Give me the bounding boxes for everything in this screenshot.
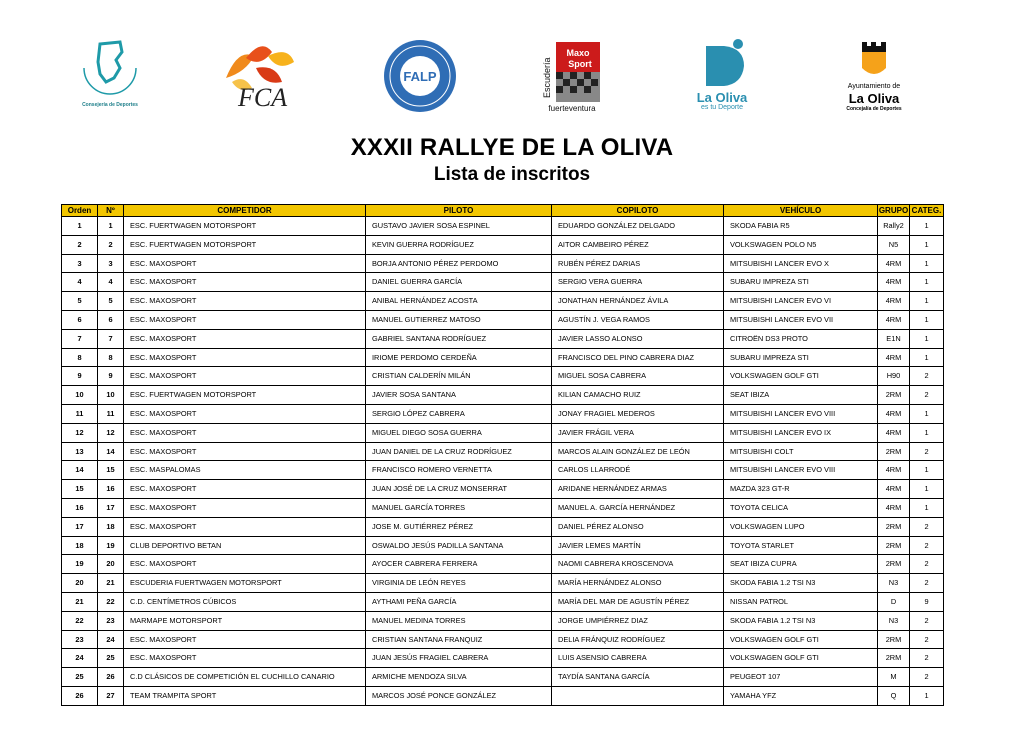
table-row	[62, 235, 944, 254]
cell-orden: 17	[62, 517, 98, 536]
cell-numero: 19	[98, 536, 124, 555]
cell-piloto: JAVIER SOSA SANTANA	[366, 386, 552, 405]
ayuntamiento-logo	[836, 38, 912, 118]
cell-copiloto: LUIS ASENSIO CABRERA	[552, 649, 724, 668]
cell-grupo: 4RM	[878, 292, 910, 311]
cell-piloto: BORJA ANTONIO PÉREZ PERDOMO	[366, 254, 552, 273]
cell-grupo: 2RM	[878, 442, 910, 461]
cell-categoria: 2	[910, 574, 944, 593]
cell-grupo: 4RM	[878, 461, 910, 480]
cell-numero: 18	[98, 517, 124, 536]
cell-categoria: 1	[910, 348, 944, 367]
ayuntamiento-line2: La Oliva	[848, 91, 900, 106]
cell-copiloto: AGUSTÍN J. VEGA RAMOS	[552, 310, 724, 329]
table-row	[62, 367, 944, 386]
cell-numero: 3	[98, 254, 124, 273]
cell-grupo: N3	[878, 611, 910, 630]
la-oliva-deporte-title: La Oliva	[696, 90, 748, 105]
cell-numero: 27	[98, 686, 124, 705]
cell-grupo: 4RM	[878, 254, 910, 273]
cell-numero: 1	[98, 217, 124, 236]
table-row	[62, 686, 944, 705]
cell-copiloto: JAVIER FRÁGIL VERA	[552, 423, 724, 442]
table-row	[62, 254, 944, 273]
table-row	[62, 461, 944, 480]
falp-gear-icon	[382, 38, 458, 114]
cabildo-emblem-icon	[70, 38, 150, 102]
table-row	[62, 649, 944, 668]
cell-piloto: MANUEL GARCÍA TORRES	[366, 498, 552, 517]
fca-logo	[216, 38, 298, 118]
cell-vehiculo: SEAT IBIZA	[724, 386, 878, 405]
cell-copiloto: DANIEL PÉREZ ALONSO	[552, 517, 724, 536]
cell-grupo: H90	[878, 367, 910, 386]
page-title: XXXII RALLYE DE LA OLIVA	[350, 134, 674, 161]
maxosport-caption: fuerteventura	[548, 104, 596, 113]
cell-vehiculo: YAMAHA YFZ	[724, 686, 878, 705]
cell-orden: 16	[62, 498, 98, 517]
cell-piloto: DANIEL GUERRA GARCÍA	[366, 273, 552, 292]
col-header-piloto: PILOTO	[366, 205, 552, 217]
table-row	[62, 273, 944, 292]
cell-numero: 8	[98, 348, 124, 367]
cell-orden: 1	[62, 217, 98, 236]
cell-competidor: ESC. MAXOSPORT	[124, 273, 366, 292]
cell-numero: 9	[98, 367, 124, 386]
col-header-competidor: COMPETIDOR	[124, 205, 366, 217]
table-row	[62, 442, 944, 461]
cell-copiloto: MARÍA DEL MAR DE AGUSTÍN PÉREZ	[552, 592, 724, 611]
cell-copiloto: MIGUEL SOSA CABRERA	[552, 367, 724, 386]
cell-orden: 24	[62, 649, 98, 668]
cell-numero: 12	[98, 423, 124, 442]
cell-copiloto: JONAY FRAGIEL MEDEROS	[552, 404, 724, 423]
cell-numero: 6	[98, 310, 124, 329]
fca-leaves-icon	[216, 38, 298, 118]
cell-numero: 24	[98, 630, 124, 649]
cell-piloto: FRANCISCO ROMERO VERNETTA	[366, 461, 552, 480]
cell-grupo: 4RM	[878, 423, 910, 442]
cell-piloto: AYOCER CABRERA FERRERA	[366, 555, 552, 574]
cell-competidor: ESC. MAXOSPORT	[124, 517, 366, 536]
cell-competidor: ESC. MAXOSPORT	[124, 329, 366, 348]
cell-orden: 7	[62, 329, 98, 348]
cell-competidor: ESC. MAXOSPORT	[124, 498, 366, 517]
cell-orden: 18	[62, 536, 98, 555]
cell-vehiculo: MAZDA 323 GT-R	[724, 480, 878, 499]
cell-numero: 7	[98, 329, 124, 348]
cell-numero: 22	[98, 592, 124, 611]
cell-grupo: 4RM	[878, 480, 910, 499]
cell-numero: 15	[98, 461, 124, 480]
cell-competidor: ESC. MAXOSPORT	[124, 442, 366, 461]
cell-copiloto: JONATHAN HERNÁNDEZ ÁVILA	[552, 292, 724, 311]
table-row	[62, 423, 944, 442]
cell-categoria: 1	[910, 292, 944, 311]
svg-text:Maxo: Maxo	[566, 48, 590, 58]
cell-copiloto: EDUARDO GONZÁLEZ DELGADO	[552, 217, 724, 236]
cell-numero: 5	[98, 292, 124, 311]
cell-vehiculo: SUBARU IMPREZA STI	[724, 348, 878, 367]
cell-categoria: 1	[910, 404, 944, 423]
cell-competidor: ESC. FUERTWAGEN MOTORSPORT	[124, 217, 366, 236]
cell-categoria: 2	[910, 442, 944, 461]
cell-copiloto: TAYDÍA SANTANA GARCÍA	[552, 668, 724, 687]
cell-categoria: 2	[910, 555, 944, 574]
table-row	[62, 592, 944, 611]
cell-vehiculo: MITSUBISHI LANCER EVO VIII	[724, 404, 878, 423]
cell-competidor: C.D. CENTÍMETROS CÚBICOS	[124, 592, 366, 611]
cell-competidor: ESCUDERIA FUERTWAGEN MOTORSPORT	[124, 574, 366, 593]
cell-orden: 2	[62, 235, 98, 254]
cell-competidor: MARMAPE MOTORSPORT	[124, 611, 366, 630]
cell-piloto: MANUEL GUTIERREZ MATOSO	[366, 310, 552, 329]
cell-numero: 10	[98, 386, 124, 405]
cell-numero: 16	[98, 480, 124, 499]
cell-competidor: C.D CLÁSICOS DE COMPETICIÓN EL CUCHILLO CANARIO	[124, 668, 366, 687]
cell-categoria: 9	[910, 592, 944, 611]
cell-piloto: IRIOME PERDOMO CERDEÑA	[366, 348, 552, 367]
cell-competidor: ESC. MAXOSPORT	[124, 480, 366, 499]
table-row	[62, 386, 944, 405]
table-row	[62, 348, 944, 367]
castle-shield-icon	[836, 38, 912, 82]
svg-text:FALP: FALP	[403, 69, 437, 84]
cell-vehiculo: SKODA FABIA 1.2 TSI N3	[724, 611, 878, 630]
svg-text:FCA: FCA	[238, 83, 288, 112]
cell-competidor: ESC. MAXOSPORT	[124, 254, 366, 273]
maxosport-logo	[540, 38, 604, 118]
cell-numero: 26	[98, 668, 124, 687]
cell-orden: 11	[62, 404, 98, 423]
col-header-orden: Orden	[62, 205, 98, 217]
cell-copiloto: JAVIER LASSO ALONSO	[552, 329, 724, 348]
cell-vehiculo: SUBARU IMPREZA STI	[724, 273, 878, 292]
cell-categoria: 2	[910, 367, 944, 386]
cell-piloto: VIRGINIA DE LEÓN REYES	[366, 574, 552, 593]
cell-grupo: 2RM	[878, 386, 910, 405]
table-row	[62, 536, 944, 555]
cell-numero: 25	[98, 649, 124, 668]
cell-vehiculo: TOYOTA STARLET	[724, 536, 878, 555]
table-row	[62, 329, 944, 348]
cell-piloto: MARCOS JOSÉ PONCE GONZÁLEZ	[366, 686, 552, 705]
cell-copiloto: FRANCISCO DEL PINO CABRERA DIAZ	[552, 348, 724, 367]
logos-bar	[0, 38, 1024, 118]
cell-grupo: N3	[878, 574, 910, 593]
cabildo-logo	[70, 38, 150, 118]
cell-competidor: ESC. MAXOSPORT	[124, 649, 366, 668]
cell-copiloto: AITOR CAMBEIRO PÉREZ	[552, 235, 724, 254]
cell-categoria: 1	[910, 480, 944, 499]
cell-copiloto: SERGIO VERA GUERRA	[552, 273, 724, 292]
cell-vehiculo: MITSUBISHI LANCER EVO IX	[724, 423, 878, 442]
cell-grupo: 2RM	[878, 649, 910, 668]
table-row	[62, 611, 944, 630]
cell-categoria: 1	[910, 686, 944, 705]
cell-piloto: ANIBAL HERNÁNDEZ ACOSTA	[366, 292, 552, 311]
cell-orden: 9	[62, 367, 98, 386]
table-row	[62, 292, 944, 311]
cell-piloto: ARMICHE MENDOZA SILVA	[366, 668, 552, 687]
cell-orden: 15	[62, 480, 98, 499]
cell-orden: 22	[62, 611, 98, 630]
cell-categoria: 2	[910, 668, 944, 687]
cell-orden: 13	[62, 442, 98, 461]
cell-grupo: 4RM	[878, 498, 910, 517]
cell-piloto: MANUEL MEDINA TORRES	[366, 611, 552, 630]
cell-numero: 21	[98, 574, 124, 593]
cell-piloto: AYTHAMI PEÑA GARCÍA	[366, 592, 552, 611]
cell-piloto: MIGUEL DIEGO SOSA GUERRA	[366, 423, 552, 442]
ayuntamiento-line1: Ayuntamiento de	[847, 83, 901, 90]
cell-grupo: Rally2	[878, 217, 910, 236]
cell-vehiculo: SKODA FABIA R5	[724, 217, 878, 236]
col-header-vehiculo: VEHÍCULO	[724, 205, 878, 217]
table-row	[62, 404, 944, 423]
col-header-grupo: GRUPO	[878, 206, 909, 215]
cell-categoria: 2	[910, 517, 944, 536]
cell-grupo: 2RM	[878, 517, 910, 536]
cell-piloto: OSWALDO JESÚS PADILLA SANTANA	[366, 536, 552, 555]
cell-orden: 12	[62, 423, 98, 442]
cell-copiloto: ARIDANE HERNÁNDEZ ARMAS	[552, 480, 724, 499]
cell-categoria: 1	[910, 273, 944, 292]
cell-competidor: ESC. MAXOSPORT	[124, 555, 366, 574]
cell-grupo: 2RM	[878, 536, 910, 555]
cell-competidor: ESC. MAXOSPORT	[124, 423, 366, 442]
cell-grupo: 4RM	[878, 273, 910, 292]
cell-grupo: 2RM	[878, 555, 910, 574]
la-oliva-deporte-subtitle: es tu Deporte	[700, 104, 744, 111]
cell-numero: 14	[98, 442, 124, 461]
cell-competidor: ESC. MAXOSPORT	[124, 367, 366, 386]
cell-orden: 20	[62, 574, 98, 593]
cell-copiloto: KILIAN CAMACHO RUIZ	[552, 386, 724, 405]
cell-competidor: ESC. MAXOSPORT	[124, 404, 366, 423]
cell-categoria: 2	[910, 611, 944, 630]
cell-grupo: 4RM	[878, 348, 910, 367]
cell-copiloto: CARLOS LLARRODÉ	[552, 461, 724, 480]
cell-vehiculo: MITSUBISHI LANCER EVO VII	[724, 310, 878, 329]
table-body	[62, 217, 944, 706]
cell-copiloto: JAVIER LEMES MARTÍN	[552, 536, 724, 555]
cell-copiloto: DELIA FRÁNQUIZ RODRÍGUEZ	[552, 630, 724, 649]
cell-piloto: JUAN JOSÉ DE LA CRUZ MONSERRAT	[366, 480, 552, 499]
table-row	[62, 555, 944, 574]
la-oliva-deporte-logo	[688, 38, 756, 118]
col-header-numero: Nº	[98, 205, 124, 217]
cell-categoria: 2	[910, 649, 944, 668]
cell-orden: 14	[62, 461, 98, 480]
table-header-row	[62, 205, 944, 217]
cell-copiloto: MARCOS ALAIN GONZÁLEZ DE LEÓN	[552, 442, 724, 461]
cabildo-caption: Consejería de Deportes	[82, 102, 138, 108]
cell-piloto: GABRIEL SANTANA RODRÍGUEZ	[366, 329, 552, 348]
cell-copiloto: JORGE UMPIÉRREZ DIAZ	[552, 611, 724, 630]
cell-vehiculo: NISSAN PATROL	[724, 592, 878, 611]
cell-piloto: KEVIN GUERRA RODRÍGUEZ	[366, 235, 552, 254]
cell-piloto: GUSTAVO JAVIER SOSA ESPINEL	[366, 217, 552, 236]
cell-orden: 25	[62, 668, 98, 687]
table-row	[62, 310, 944, 329]
cell-numero: 17	[98, 498, 124, 517]
cell-orden: 19	[62, 555, 98, 574]
table-row	[62, 498, 944, 517]
cell-numero: 11	[98, 404, 124, 423]
ayuntamiento-line3: Concejalía de Deportes	[846, 106, 902, 112]
cell-competidor: CLUB DEPORTIVO BETAN	[124, 536, 366, 555]
cell-numero: 20	[98, 555, 124, 574]
table-row	[62, 217, 944, 236]
cell-numero: 23	[98, 611, 124, 630]
cell-vehiculo: MITSUBISHI COLT	[724, 442, 878, 461]
cell-vehiculo: VOLKSWAGEN LUPO	[724, 517, 878, 536]
cell-orden: 21	[62, 592, 98, 611]
cell-grupo: 4RM	[878, 310, 910, 329]
cell-categoria: 1	[910, 329, 944, 348]
cell-piloto: JUAN DANIEL DE LA CRUZ RODRÍGUEZ	[366, 442, 552, 461]
cell-grupo: E1N	[878, 329, 910, 348]
cell-competidor: TEAM TRAMPITA SPORT	[124, 686, 366, 705]
entries-table	[61, 204, 944, 706]
falp-logo	[382, 38, 458, 118]
cell-orden: 5	[62, 292, 98, 311]
cell-vehiculo: MITSUBISHI LANCER EVO VI	[724, 292, 878, 311]
cell-piloto: SERGIO LÓPEZ CABRERA	[366, 404, 552, 423]
cell-vehiculo: VOLKSWAGEN GOLF GTI	[724, 649, 878, 668]
la-oliva-d-icon	[688, 38, 756, 90]
cell-categoria: 1	[910, 423, 944, 442]
cell-piloto: CRISTIAN SANTANA FRANQUIZ	[366, 630, 552, 649]
cell-categoria: 1	[910, 254, 944, 273]
cell-grupo: Q	[878, 686, 910, 705]
cell-orden: 26	[62, 686, 98, 705]
cell-grupo: D	[878, 592, 910, 611]
cell-copiloto	[552, 686, 724, 705]
table-row	[62, 630, 944, 649]
cell-vehiculo: MITSUBISHI LANCER EVO X	[724, 254, 878, 273]
cell-numero: 2	[98, 235, 124, 254]
page-subtitle: Lista de inscritos	[433, 164, 591, 185]
cell-categoria: 1	[910, 461, 944, 480]
cell-vehiculo: CITROËN DS3 PROTO	[724, 329, 878, 348]
cell-piloto: JOSE M. GUTIÉRREZ PÉREZ	[366, 517, 552, 536]
cell-competidor: ESC. FUERTWAGEN MOTORSPORT	[124, 235, 366, 254]
cell-grupo: 4RM	[878, 404, 910, 423]
cell-piloto: CRISTIAN CALDERÍN MILÁN	[366, 367, 552, 386]
cell-competidor: ESC. MASPALOMAS	[124, 461, 366, 480]
cell-vehiculo: VOLKSWAGEN GOLF GTI	[724, 367, 878, 386]
cell-orden: 4	[62, 273, 98, 292]
svg-text:Escudería: Escudería	[542, 57, 552, 98]
cell-grupo: M	[878, 668, 910, 687]
cell-categoria: 2	[910, 386, 944, 405]
cell-orden: 23	[62, 630, 98, 649]
maxosport-emblem-icon	[540, 38, 604, 102]
cell-categoria: 2	[910, 536, 944, 555]
cell-categoria: 1	[910, 498, 944, 517]
cell-vehiculo: VOLKSWAGEN POLO N5	[724, 235, 878, 254]
table-row	[62, 574, 944, 593]
cell-copiloto: MARÍA HERNÁNDEZ ALONSO	[552, 574, 724, 593]
cell-categoria: 1	[910, 217, 944, 236]
table-row	[62, 517, 944, 536]
table-row	[62, 668, 944, 687]
cell-grupo: N5	[878, 235, 910, 254]
cell-copiloto: MANUEL A. GARCÍA HERNÁNDEZ	[552, 498, 724, 517]
cell-competidor: ESC. MAXOSPORT	[124, 310, 366, 329]
cell-vehiculo: PEUGEOT 107	[724, 668, 878, 687]
col-header-categoria: CATEG.	[910, 205, 944, 217]
cell-orden: 8	[62, 348, 98, 367]
cell-copiloto: NAOMI CABRERA KROSCENOVA	[552, 555, 724, 574]
cell-competidor: ESC. MAXOSPORT	[124, 630, 366, 649]
cell-grupo: 2RM	[878, 630, 910, 649]
cell-competidor: ESC. MAXOSPORT	[124, 348, 366, 367]
cell-vehiculo: SKODA FABIA 1.2 TSI N3	[724, 574, 878, 593]
cell-vehiculo: MITSUBISHI LANCER EVO VIII	[724, 461, 878, 480]
cell-orden: 6	[62, 310, 98, 329]
cell-orden: 3	[62, 254, 98, 273]
cell-categoria: 2	[910, 630, 944, 649]
cell-competidor: ESC. FUERTWAGEN MOTORSPORT	[124, 386, 366, 405]
cell-orden: 10	[62, 386, 98, 405]
cell-categoria: 1	[910, 235, 944, 254]
cell-copiloto: RUBÉN PÉREZ DARIAS	[552, 254, 724, 273]
cell-vehiculo: TOYOTA CELICA	[724, 498, 878, 517]
cell-vehiculo: SEAT IBIZA CUPRA	[724, 555, 878, 574]
cell-piloto: JUAN JESÚS FRAGIEL CABRERA	[366, 649, 552, 668]
svg-text:Sport: Sport	[568, 59, 592, 69]
cell-categoria: 1	[910, 310, 944, 329]
cell-competidor: ESC. MAXOSPORT	[124, 292, 366, 311]
cell-vehiculo: VOLKSWAGEN GOLF GTI	[724, 630, 878, 649]
cell-numero: 4	[98, 273, 124, 292]
col-header-copiloto: COPILOTO	[552, 205, 724, 217]
table-row	[62, 480, 944, 499]
